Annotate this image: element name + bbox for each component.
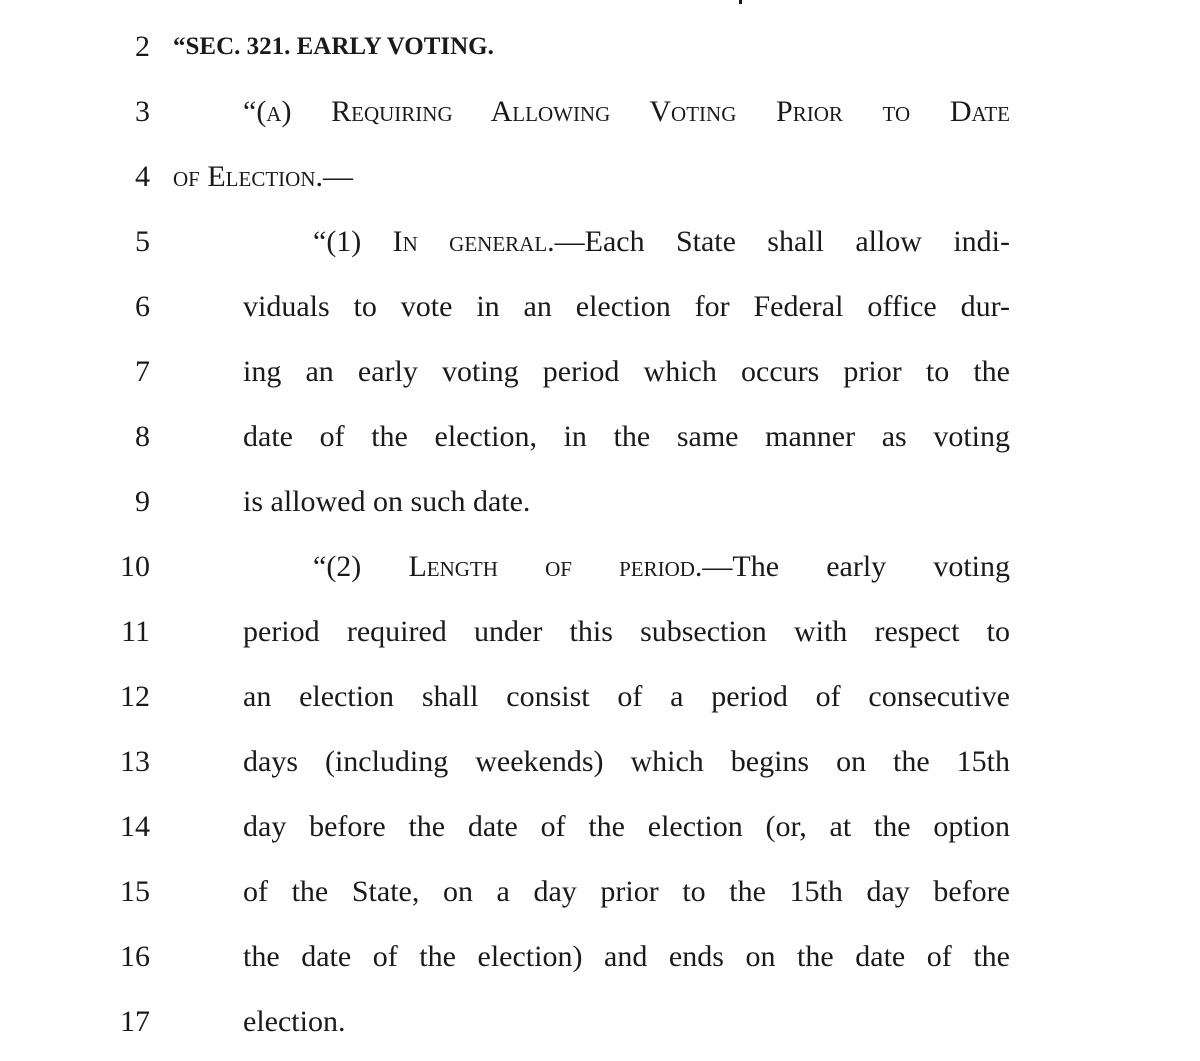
paragraph-text: election.: [243, 1005, 346, 1038]
bill-line: [0, 352, 1200, 392]
bill-line: [0, 677, 1200, 717]
line-number: 17: [120, 1005, 150, 1038]
bill-line: [0, 547, 1200, 587]
line-number: 13: [120, 745, 150, 778]
paragraph-heading: In general.: [392, 225, 555, 258]
bill-line: [0, 1002, 1200, 1042]
bill-line: [0, 742, 1200, 782]
bill-line: [0, 872, 1200, 912]
paragraph-text: days (including weekends) which begins on the 15th: [243, 745, 1010, 778]
bill-line: [0, 27, 1200, 67]
paragraph-text: period required under this subsection with respect to: [243, 615, 1010, 648]
bill-line: [0, 482, 1200, 522]
line-number: 8: [135, 420, 150, 453]
paragraph-heading: Length of period.: [408, 550, 703, 583]
bill-line: [0, 92, 1200, 132]
line-number: 4: [135, 160, 150, 193]
bill-line: [0, 937, 1200, 977]
line-number: 10: [120, 550, 150, 583]
paragraph-body: —Each State shall allow indi-: [554, 225, 1010, 258]
paragraph-text: day before the date of the election (or, at the option: [243, 810, 1010, 843]
line-number: 11: [121, 615, 150, 648]
paragraph-text: date of the election, in the same manner as voting: [243, 420, 1010, 453]
line-number: 5: [135, 225, 150, 258]
line-number: 12: [120, 680, 150, 713]
line-number: 2: [135, 30, 150, 63]
bill-line: [0, 417, 1200, 457]
paragraph-text: is allowed on such date.: [243, 485, 531, 518]
bill-line: [0, 222, 1200, 262]
paragraph-text: [313, 547, 1010, 587]
paragraph-text: ing an early voting period which occurs prior to the: [243, 355, 1010, 388]
subsection-heading-continued: of Election.—: [173, 160, 353, 193]
paragraph-text: the date of the election) and ends on the date of the: [243, 940, 1010, 973]
line-number: 9: [135, 485, 150, 518]
line-number: 3: [135, 95, 150, 128]
line-number: 6: [135, 290, 150, 323]
paragraph-text: an election shall consist of a period of consecutive: [243, 680, 1010, 713]
bill-line: [0, 612, 1200, 652]
page-edge-mark: [739, 0, 742, 4]
paragraph-designator: “(1): [313, 225, 393, 258]
line-number: 15: [120, 875, 150, 908]
line-number: 14: [120, 810, 150, 843]
line-number: 7: [135, 355, 150, 388]
paragraph-designator: “(2): [313, 550, 409, 583]
paragraph-text: [313, 222, 1010, 262]
paragraph-body: —The early voting: [702, 550, 1010, 583]
paragraph-text: of the State, on a day prior to the 15th day before: [243, 875, 1010, 908]
line-number: 16: [120, 940, 150, 973]
section-heading: “SEC. 321. EARLY VOTING.: [173, 33, 494, 60]
subsection-heading: “(a) Requiring Allowing Voting Prior to Date: [243, 95, 1010, 128]
bill-line: [0, 287, 1200, 327]
bill-line: [0, 157, 1200, 197]
paragraph-text: viduals to vote in an election for Federal office dur-: [243, 290, 1010, 323]
bill-line: [0, 807, 1200, 847]
